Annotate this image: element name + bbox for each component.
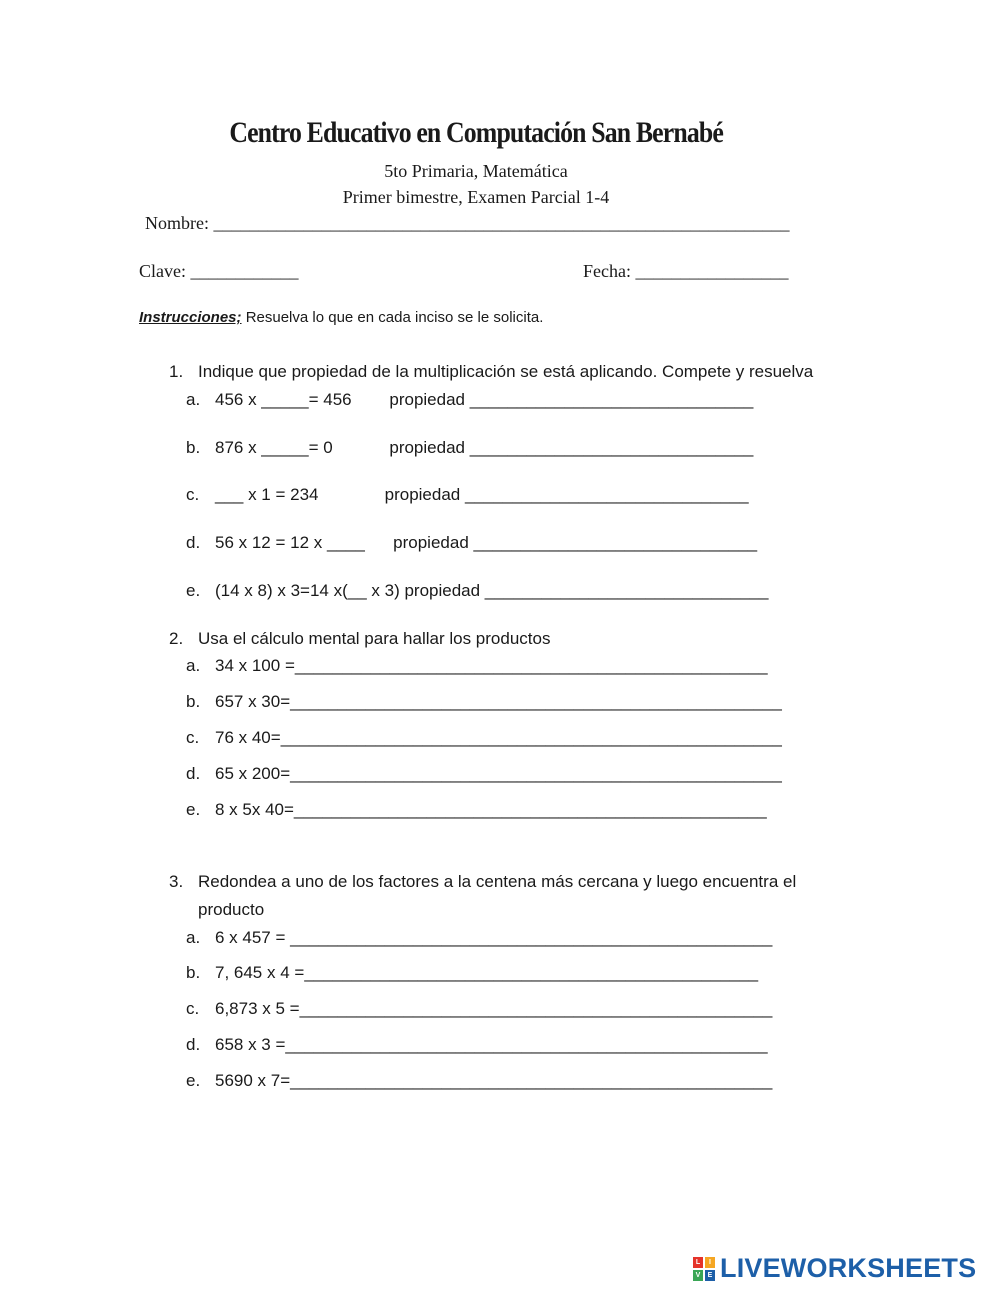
q1-item-letter: e.: [186, 581, 201, 600]
q2-item-c-answer[interactable]: 76 x 40=_____________________________________________________: [215, 728, 782, 747]
q3-item-letter: d.: [186, 1035, 201, 1054]
q3-item-b-answer[interactable]: 7, 645 x 4 =________________________________________________: [215, 963, 759, 982]
q1-item-a-answer[interactable]: 456 x _____= 456 propiedad ______________________________: [215, 390, 754, 409]
question-2-text: Usa el cálculo mental para hallar los productos: [198, 629, 551, 648]
q2-item-d-answer[interactable]: 65 x 200=____________________________________________________: [215, 764, 782, 783]
logo-block: I: [705, 1257, 715, 1268]
q3-item-e-answer[interactable]: 5690 x 7=___________________________________________________: [215, 1071, 773, 1090]
q2-item-e-answer[interactable]: 8 x 5x 40=__________________________________________________: [215, 800, 767, 819]
q2-item-letter: d.: [186, 764, 201, 783]
q1-item-e-answer[interactable]: (14 x 8) x 3=14 x(__ x 3) propiedad ______________________________: [215, 581, 769, 600]
q1-item-letter: c.: [186, 485, 200, 504]
exam-name: Primer bimestre, Examen Parcial 1-4: [342, 187, 610, 207]
logo-block: V: [693, 1270, 703, 1281]
q1-item-d-answer[interactable]: 56 x 12 = 12 x ____ propiedad ______________________________: [215, 533, 758, 552]
logo-block: L: [693, 1257, 703, 1268]
logo-blocks-icon: [693, 1257, 715, 1281]
q2-item-letter: a.: [186, 656, 201, 675]
logo-block: E: [705, 1270, 715, 1281]
logo-text: LIVEWORKSHEETS: [720, 1253, 977, 1283]
question-1-number: 1.: [169, 362, 184, 381]
grade-subject: 5to Primaria, Matemática: [384, 161, 568, 181]
q3-item-letter: e.: [186, 1071, 201, 1090]
question-3-text: Redondea a uno de los factores a la centena más cercana y luego encuentra el: [198, 872, 797, 891]
q3-item-c-answer[interactable]: 6,873 x 5 =__________________________________________________: [215, 999, 773, 1018]
school-title: Centro Educativo en Computación San Bernabé: [229, 116, 723, 149]
question-3-text-cont: producto: [198, 900, 265, 919]
instructions-text: Resuelva lo que en cada inciso se le solicita.: [241, 309, 544, 326]
q3-item-letter: a.: [186, 928, 201, 947]
fecha-field[interactable]: Fecha: _________________: [583, 261, 789, 281]
q2-item-letter: c.: [186, 728, 200, 747]
question-1-text: Indique que propiedad de la multiplicación se está aplicando. Compete y resuelva: [198, 362, 814, 381]
q1-item-c-answer[interactable]: ___ x 1 = 234 propiedad ______________________________: [215, 485, 749, 504]
question-2-number: 2.: [169, 629, 184, 648]
q1-item-letter: d.: [186, 533, 201, 552]
q2-item-letter: b.: [186, 692, 201, 711]
q3-item-letter: b.: [186, 963, 201, 982]
q1-item-letter: b.: [186, 438, 201, 457]
q2-item-b-answer[interactable]: 657 x 30=____________________________________________________: [215, 692, 782, 711]
q3-item-d-answer[interactable]: 658 x 3 =___________________________________________________: [215, 1035, 768, 1054]
q2-item-letter: e.: [186, 800, 201, 819]
question-3-number: 3.: [169, 872, 184, 891]
q3-item-a-answer[interactable]: 6 x 457 = ___________________________________________________: [215, 928, 773, 947]
q1-item-b-answer[interactable]: 876 x _____= 0 propiedad ______________________________: [215, 438, 754, 457]
instructions: [139, 309, 543, 326]
clave-field[interactable]: Clave: ____________: [139, 261, 299, 281]
q1-item-letter: a.: [186, 390, 201, 409]
instructions-label: Instrucciones;: [139, 309, 242, 326]
q2-item-a-answer[interactable]: 34 x 100 =__________________________________________________: [215, 656, 768, 675]
liveworksheets-logo: [693, 1253, 976, 1284]
q3-item-letter: c.: [186, 999, 200, 1018]
nombre-field[interactable]: Nombre: ________________________________________________________________: [145, 213, 790, 233]
